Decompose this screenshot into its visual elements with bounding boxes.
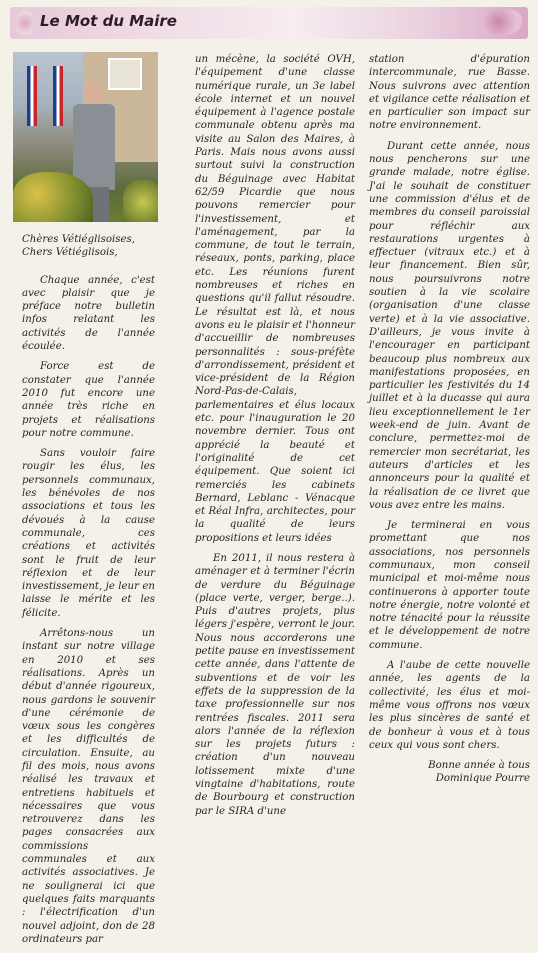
header-banner [10, 7, 528, 39]
paragraph: Sans vouloir faire rougir les élus, les personnels communaux, les bénévoles de nos associations et tous les dévoués à la cause communale, ces créations et activités sont le fruit de leur réflexion et de leur investissement, je leur en laisse le mérite et les félicite. [22, 448, 155, 619]
mayor-photo [13, 52, 158, 222]
paragraph: station d'épuration intercommunale, rue Basse. Nous suivrons avec attention et vigilance cette réalisation et en particulier son impact sur notre environnement. [369, 54, 530, 132]
greeting-line-1: Chères Vétiéglisoises, [22, 234, 135, 245]
paragraph: Je terminerai en vous promettant que nos associations, nos personnels communaux, mon conseil municipal et moi-même nous continuerons à apporter toute notre énergie, notre volonté et notre ténacité pour la réussite et le développement de notre commune. [369, 520, 530, 651]
greeting-line-2: Chers Vétiéglisois, [22, 247, 118, 259]
closing-wishes: Bonne année à tous [428, 760, 530, 772]
flower-decoration-right [482, 9, 522, 35]
signature: Dominique Pourre [435, 773, 530, 785]
flag-icon [27, 66, 37, 126]
flag-icon [53, 66, 63, 126]
page-title: Le Mot du Maire [40, 12, 177, 30]
paragraph: Chaque année, c'est avec plaisir que je préface notre bulletin infos relatant les activités de l'année écoulée. [22, 274, 155, 353]
column-3 [369, 53, 530, 786]
paragraph: Arrêtons-nous un instant sur notre village en 2010 et ses réalisations. Après un début d'année rigoureux, nous gardons le souvenir d'une cérémonie de vœux sous les congères et les difficultés de circulation. Ensuite, au fil des mois, nous avons réalisé les travaux et entretiens habituels et nécessaires que vous retrouverez dans les pages consacrées aux commissions communales et aux activités associatives. Je ne soulignerai ici que quelques faits marquants : l'électrification d'un nouvel adjoint, don de 28 ordinateurs par [22, 628, 155, 945]
column-2 [195, 53, 355, 825]
paragraph: Durant cette année, nous nous pencherons sur une grande malade, notre église. J'ai le souhait de constituer une commission d'élus et de membres du conseil paroissial pour réfléchir aux restaurations urgentes à effectuer (vitraux etc.) et à leur financement. Bien sûr, nous poursuivrons notre soutien à la vie scolaire (organisation d'une classe verte) et à la vie associative. D'ailleurs, je vous invite à l'encourager en participant beaucoup plus nombreux aux manifestations proposées, en particulier les festivités du 14 juillet et à la ducasse qui aura lieu exceptionnellement le 1er week-end de juin. Avant de conclure, permettez-moi de remercier mon secrétariat, les auteurs d'articles et les annonceurs pour la qualité et la réalisation de ce livret que vous avez entre les mains. [369, 140, 530, 511]
flower-decoration [16, 11, 34, 35]
column-1 [22, 233, 155, 953]
paragraph: En 2011, il nous restera à aménager et à terminer l'écrin de verdure du Béguinage (place verte, verger, berge..). Puis d'autres projets, plus légers j'espère, verront le jour. Nous nous accorderons une petite pause en investissement cette année, dans l'attente de subventions et de voir les effets de la suppression de la taxe professionnelle sur nos rentrées fiscales. 2011 sera alors l'année de la réflexion sur les projets futurs : création d'un nouveau lotissement mixte d'une vingtaine d'habitations, route de Bourbourg et construction par le SIRA d'une [195, 552, 355, 817]
paragraph: un mécène, la société OVH, l'équipement d'une classe numérique rurale, un 3e label école internet et un nouvel équipement à l'agence postale communale obtenu après ma visite au Salon des Maires, à Paris. Mais nous avons aussi surtout suivi la construction du Béguinage avec Habitat 62/59 Picardie que nous pouvons remercier pour l'investissement, et l'aménagement, par la commune, de tout le terrain, réseaux, ponts, parking, place etc. Les réunions furent nombreuses et riches en questions qu'il fallut résoudre. Le résultat est là, et nous avons eu le plaisir et l'honneur d'accueillir de nombreuses personnalités : sous-préfète d'arrondissement, président et vice-président de la Région Nord-Pas-de-Calais, parlementaires et élus locaux etc. pour l'inauguration le 20 novembre dernier. Tous ont apprécié la beauté et l'originalité de cet équipement. Que soient ici remerciés les cabinets Bernard, Leblanc - Vénacque et Réal Infra, architectes, pour la qualité de leurs propositions et leurs idées [195, 54, 355, 544]
paragraph: Force est de constater que l'année 2010 fut encore une année très riche en projets et réalisations pour notre commune. [22, 361, 155, 439]
paragraph: A l'aube de cette nouvelle année, les agents de la collectivité, les élus et moi-même vous offrons nos vœux les plus sincères de santé et de bonheur à vous et à tous ceux qui vous sont chers. [369, 660, 530, 751]
